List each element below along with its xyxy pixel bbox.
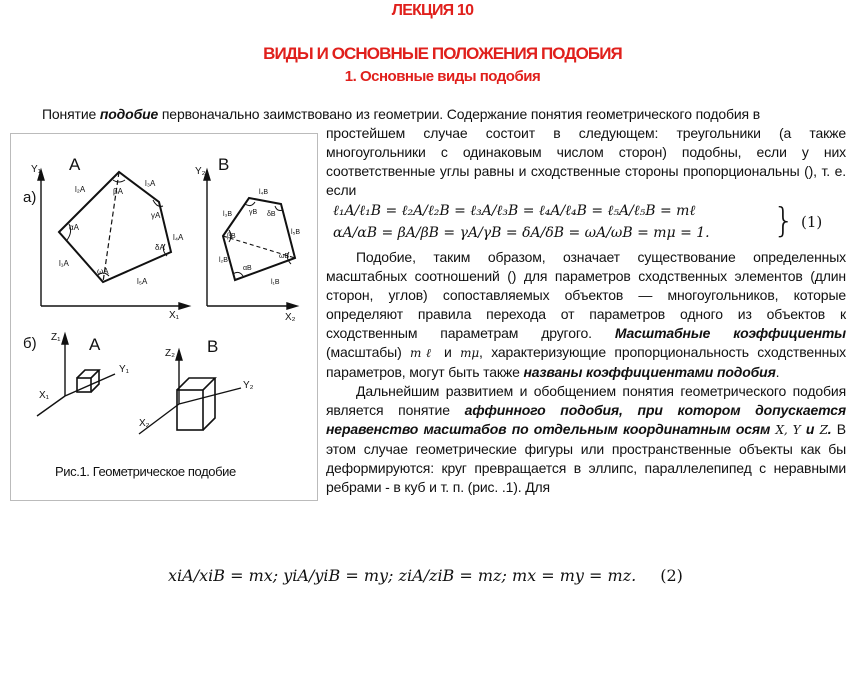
panel-b-label: б) — [23, 335, 37, 352]
formula-1-brace: } — [773, 201, 795, 241]
paragraph-2-bold-2: названы коэффициентами подобия — [523, 364, 776, 380]
intro-term: подобие — [99, 106, 159, 122]
paragraph-3-z: Z — [819, 423, 828, 437]
intro-line — [42, 104, 848, 124]
paragraph-1-text: простейшем случае состоит в следующем: треугольники (а также многоугольники с одинаковым числом сторон) подобны, если у них соответственные углы равны и сходственные стороны пропорциональны (), т. е. если — [326, 125, 846, 198]
paragraph-3-bold-end: . — [827, 421, 832, 437]
paragraph-3-part-1: Дальнейшим развитием и обобщением понятия геометрического подобия является понятие — [326, 383, 846, 418]
page-title: ВИДЫ И ОСНОВНЫЕ ПОЛОЖЕНИЯ ПОДОБИЯ — [263, 44, 622, 63]
paragraph-2-m-l: mℓ — [410, 346, 436, 360]
angle-label: αA — [69, 223, 79, 232]
paragraph-1 — [326, 124, 846, 200]
side-label: l₃B — [223, 211, 233, 218]
paragraph-3-axes: X, Y — [775, 423, 801, 437]
angle-label: βB — [227, 233, 236, 240]
axis-y2-a: Y₂ — [195, 166, 206, 177]
paragraph-2 — [326, 248, 846, 497]
axis-x2-b: X₂ — [139, 418, 150, 429]
figure-geometric-similarity — [10, 133, 318, 501]
panel-a-label: а) — [23, 189, 37, 206]
side-label: l₅B — [291, 229, 301, 236]
axis-y1-b: Y₁ — [119, 364, 130, 375]
paragraph-2-m-mu: mμ — [460, 346, 480, 360]
side-label: l₁A — [59, 259, 69, 268]
figure-label-B: B — [218, 155, 230, 174]
formula-1-line-1: ℓ₁A/ℓ₁B = ℓ₂A/ℓ₂B = ℓ₃A/ℓ₃B = ℓ₄A/ℓ₄B = ℓ₅A/ℓ₅B = mℓ — [333, 203, 696, 219]
paragraph-3-bold-1: аффинного подобия, при котором допускается неравенство масштабов по отдельным координатным осям — [326, 402, 846, 437]
paragraph-2-and: и — [435, 344, 461, 360]
formula-1-line-2: αA/αB = βA/βB = γA/γB = δA/δB = ωA/ωB = mμ = 1. — [333, 225, 710, 241]
side-label: l₁B — [271, 279, 280, 286]
paragraph-2-bold-1: Масштабные коэффициенты — [614, 325, 846, 341]
formula-1 — [333, 201, 853, 245]
intro-before: Понятие — [42, 106, 100, 122]
side-label: l₅A — [137, 277, 148, 286]
formula-2-expr: xiA/xiB = mx; yiA/yiB = my; ziA/ziB = mz; mx = my = mz. — [168, 566, 637, 585]
paragraph-3-bold-and: и — [800, 421, 820, 437]
angle-label: γB — [249, 209, 258, 216]
axis-y2-b: Y₂ — [243, 380, 254, 391]
figure-label-A: A — [69, 155, 81, 174]
side-label: l₂B — [219, 257, 228, 264]
angle-label: αB — [243, 265, 252, 272]
paragraph-2-part-4: . — [775, 364, 780, 380]
figure-label-A-3d: A — [89, 335, 101, 354]
angle-label: δB — [267, 211, 276, 218]
angle-label: ωB — [279, 253, 290, 260]
side-label: l₄A — [173, 233, 184, 242]
side-label: l₄B — [259, 189, 269, 196]
lecture-number: ЛЕКЦИЯ 10 — [391, 2, 474, 19]
angle-label: δA — [155, 243, 165, 252]
paragraph-3-part-2: В этом случае геометрические фигуры или пространственные объекты как бы деформируются: круг превращается в эллипс, параллелепипед с неравными ребрами - в куб и т. п. (рис. .1). Для — [326, 421, 846, 495]
paragraph-2-part-1: Подобие, таким образом, означает существование определенных масштабных соотношений () для параметров сходственных элементов (длин сторон, углов) сопоставляемых объектов — многоугольников, которые определяют правила перехода от параметров одного из объектов к сходственным параметрам другого. — [326, 249, 846, 341]
section-subtitle: 1. Основные виды подобия — [344, 68, 541, 85]
side-label: l₂A — [75, 185, 86, 194]
angle-label: βA — [113, 187, 123, 196]
angle-label: γA — [151, 211, 161, 220]
axis-z2-b: Z₂ — [165, 348, 175, 359]
figure-label-B-3d: B — [207, 337, 219, 356]
paragraph-2-part-3: , характеризующие пропорциональность сходственных параметров, могут быть также — [326, 344, 846, 380]
axis-x1-a: X₁ — [169, 310, 180, 321]
axis-y1-a: Y₁ — [31, 164, 42, 175]
formula-1-number: (1) — [801, 213, 823, 231]
figure-caption: Рис.1. Геометрическое подобие — [55, 464, 236, 479]
axis-x1-b: X₁ — [39, 390, 50, 401]
figure-drawing — [11, 134, 317, 500]
formula-2-number: (2) — [660, 566, 683, 585]
side-label: l₃A — [145, 179, 156, 188]
paragraph-2-part-2: (масштабы) — [326, 344, 411, 360]
angle-label: ωA — [97, 267, 109, 276]
intro-after: первоначально заимствовано из геометрии. Содержание понятия геометрического подобия в — [158, 106, 760, 122]
formula-2 — [168, 566, 683, 585]
axis-x2-a: X₂ — [285, 312, 296, 323]
axis-z1-b: Z₁ — [51, 332, 61, 343]
